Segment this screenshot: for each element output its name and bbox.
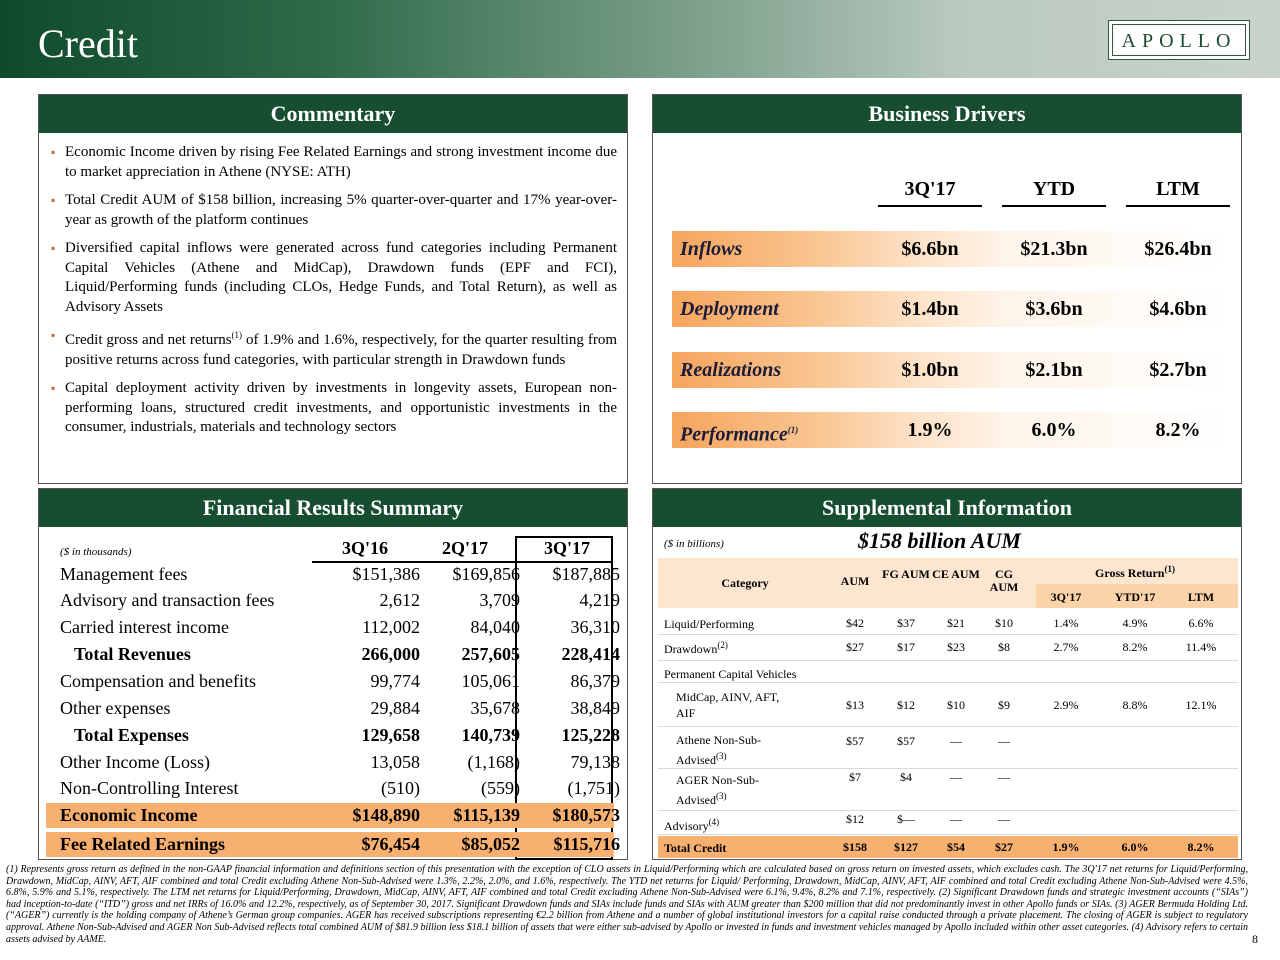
footnote: (1) Represents gross return as defined in the non-GAAP financial information and definitions section of this presentation with the exception of CLO assets in Liquid/Performing which are calculated based on gross return on invested assets, which excludes cash. The 3Q'17 net returns for Liquid/Performing, Drawdown, MidCap, AINV, AFT, AIF combined and total Credit excluding Athene Non-Sub-Advised were 1.3%, 2.2%, 2.0%, and 1.6%, respectively. The YTD net returns for Liquid/ Performing, Drawdown, MidCap, AINV, AFT, AIF combined and total Credit excluding Athene Non-Sub-Advised were 4.5%, 6.8%, 5.9% and 5.1%, respectively. The LTM net returns for Liquid/Performing, Drawdown, MidCap, AINV, AFT, AIF combined and total Credit excluding Athene Non-Sub-Advised were 6.1%, 9.4%, 8.2% and 7.1%, respectively. (2) Significant Drawdown funds and strategic investment accounts (“SIAs”) had inception-to-date (“ITD”) gross and net IRRs of 16.0% and 12.2%, respectively, as of September 30, 2017. Significant Drawdown funds and SIAs include funds and SIAs with AUM greater than $200 million that did not predominantly invest in other Apollo funds or SIAs. (3) AGER Bermuda Holding Ltd. (“AGER”) currently is the holding company of Athene’s German group companies. AGER has received subscriptions representing €2.2 billion from Athene and a number of global institutional investors for a capital raise conducted through a private placement. The closing of AGER is subject to regulatory approval. Athene Non-Sub-Advised and AGER Non Sub-Advised reflects total combined AUM of $81.9 billion less $18.1 billion of assets that were either sub-advised by Apollo or invested in funds and investment vehicles managed by Apollo included within other asset categories. (4) Advisory refers to certain assets advised by AAME. (6, 864, 1248, 945)
bullet-icon: ▪ (51, 381, 56, 395)
fin-row (60, 722, 620, 749)
fin-row-value: 35,678 (470, 698, 520, 718)
commentary-bullet: ▪ Economic Income driven by rising Fee Related Earnings and strong investment income due to market appreciation in Athene (NYSE: ATH) (51, 144, 617, 180)
fin-row-label: Non-Controlling Interest (60, 778, 239, 798)
sup-row-value: $158 (843, 840, 867, 854)
commentary-title: Commentary (39, 95, 627, 133)
sup-row-value: $4 (900, 770, 912, 784)
fin-row (60, 641, 620, 668)
sup-row-value: $8 (998, 640, 1010, 654)
fin-row-value: 38,849 (570, 698, 620, 718)
fin-row-label: Carried interest income (60, 617, 229, 637)
sup-row-value: $7 (849, 770, 861, 784)
fin-row-value: 266,000 (361, 644, 420, 664)
fin-row-value: 86,379 (570, 671, 620, 691)
bd-row-performance: Performance$^{(1)}$ 1.9% 6.0% 8.2% (672, 412, 1228, 448)
bullet-icon: ▪ (51, 241, 56, 255)
fin-row-label: Total Revenues (74, 644, 191, 664)
fin-col-header: 3Q'16 (341, 538, 388, 558)
fin-row-value: (559) (481, 778, 520, 798)
fin-row-value: $115,139 (453, 805, 520, 825)
sup-row-value: 1.4% (1053, 616, 1079, 630)
bd-row-deployment: Deployment $1.4bn $3.6bn $4.6bn (672, 291, 1228, 327)
fin-row-value: $151,386 (352, 564, 420, 584)
sup-hdr-ltm: LTM (1187, 590, 1215, 604)
fin-row (60, 561, 620, 588)
fin-row-value: 125,228 (561, 725, 620, 745)
fin-row-value: 112,002 (362, 617, 420, 637)
sup-row-divider (658, 810, 1238, 811)
sup-row-value: 4.9% (1122, 616, 1148, 630)
sup-row-value: 12.1% (1185, 698, 1217, 712)
commentary-bullet: ▪ Capital deployment activity driven by investments in longevity assets, European non-performing loans, structured credit investments, and opportunistic investments in the consumer, industrials, materials and technology sectors (51, 380, 617, 435)
fin-row-value: $180,573 (552, 805, 620, 825)
sup-row-divider (658, 634, 1238, 635)
sup-row-divider (658, 726, 1238, 727)
bd-col-header: YTD (1032, 178, 1076, 200)
sup-row-value: $12 (846, 812, 864, 826)
fin-row-label: Fee Related Earnings (60, 834, 225, 854)
bd-header-rule (1002, 205, 1106, 207)
bd-col-header: LTM (1156, 178, 1200, 200)
sup-row-value: 2.9% (1053, 698, 1079, 712)
bd-col-header: 3Q'17 (904, 178, 956, 200)
fin-row-value: $148,890 (352, 805, 420, 825)
bd-row-inflows: Inflows $6.6bn $21.3bn $26.4bn (672, 231, 1228, 267)
business-drivers-title: Business Drivers (653, 95, 1241, 133)
sup-row-value: 2.7% (1053, 640, 1079, 654)
bullet-icon: ▪ (51, 145, 56, 159)
fin-row-value: $85,052 (461, 834, 520, 854)
bd-header-rule (1126, 205, 1230, 207)
sup-row-value: $27 (995, 840, 1013, 854)
fin-row-value: 4,219 (579, 590, 620, 610)
sup-row-value: 8.2% (1122, 640, 1148, 654)
financial-results-title: Financial Results Summary (39, 489, 627, 527)
fin-row-value: 29,884 (370, 698, 420, 718)
fin-row-label: Advisory and transaction fees (60, 590, 275, 610)
financial-units-note: ($ in thousands) (60, 546, 132, 558)
fin-row (60, 614, 620, 641)
supplemental-aum-title: $158 billion AUM (858, 528, 1021, 553)
sup-row-value: — (950, 734, 962, 748)
sup-row-value: $37 (897, 616, 915, 630)
sup-row-divider (658, 682, 1238, 683)
sup-row-value: — (950, 770, 962, 784)
commentary-list (51, 143, 617, 447)
sup-row-value: 11.4% (1185, 640, 1217, 654)
sup-row-value: $10 (995, 616, 1013, 630)
fin-row (60, 695, 620, 722)
sup-row-value: $21 (947, 616, 965, 630)
fin-row-value: $169,856 (452, 564, 520, 584)
sup-row-label: AGER Non-Sub-Advised$^{(3)}$ (676, 773, 759, 807)
fin-row (60, 668, 620, 695)
fin-row-value: $115,716 (553, 834, 620, 854)
sup-row-label: Permanent Capital Vehicles (664, 667, 797, 681)
page-title: Credit (38, 21, 138, 66)
sup-row-value: $57 (897, 734, 915, 748)
fin-col-header: 3Q'17 (543, 538, 590, 558)
sup-row-divider (658, 834, 1238, 835)
sup-row-value: $17 (897, 640, 915, 654)
fin-row-value: 79,138 (570, 752, 620, 772)
fin-row-value: 36,310 (570, 617, 620, 637)
fin-row-label: Compensation and benefits (60, 671, 256, 691)
fin-row-value: 3,709 (479, 590, 520, 610)
sup-row-label: Liquid/Performing (664, 617, 754, 631)
sup-hdr-ytd: YTD'17 (1114, 590, 1156, 604)
sup-row-value: — (998, 770, 1010, 784)
fin-row-value: 2,612 (379, 590, 420, 610)
sup-hdr-fg: FG AUM (882, 567, 930, 581)
sup-row-value: 6.6% (1188, 616, 1214, 630)
fin-row (60, 775, 620, 802)
sup-hdr-cg: CG AUM (989, 567, 1019, 594)
sup-row-value: — (950, 812, 962, 826)
supplemental-title: Supplemental Information (653, 489, 1241, 527)
sup-row-value: 1.9% (1052, 840, 1080, 854)
commentary-panel (38, 94, 628, 484)
page-header (0, 0, 1280, 78)
sup-row-divider (658, 768, 1238, 769)
sup-row-label: Drawdown$^{(2)}$ (664, 640, 728, 656)
sup-row-label: Total Credit (664, 841, 727, 855)
fin-row-label: Other expenses (60, 698, 171, 718)
sup-row-label: MidCap, AINV, AFT, AIF (676, 690, 780, 720)
fin-row-value: $76,454 (361, 834, 420, 854)
fin-row (60, 749, 620, 776)
supplemental-units-note: ($ in billions) (664, 538, 724, 550)
fin-row-value: $187,885 (552, 564, 620, 584)
sup-row-value: $23 (947, 640, 965, 654)
fin-row-value: (1,168) (467, 752, 520, 772)
sup-row-divider (658, 660, 1238, 661)
commentary-bullet: ▪ Diversified capital inflows were generated across fund categories including Permanent Capital Vehicles (Athene and MidCap), Drawdown funds (EPF and FCI), Liquid/Performing funds (including CLOs, Hedge Funds, and Total Return), as well as Advisory Assets (51, 240, 617, 315)
sup-hdr-category: Category (721, 576, 769, 590)
sup-row-value: $127 (894, 840, 918, 854)
fin-row-label: Economic Income (60, 805, 198, 825)
sup-hdr-ce: CE AUM (932, 567, 980, 581)
fin-row-value: (1,751) (567, 778, 620, 798)
fin-row-value: (510) (381, 778, 420, 798)
fin-row-value: 99,774 (370, 671, 420, 691)
fin-row-value: 140,739 (461, 725, 520, 745)
sup-row-value: $57 (846, 734, 864, 748)
sup-row-label: Athene Non-Sub-Advised$^{(3)}$ (676, 733, 761, 767)
sup-row-value: $54 (947, 840, 965, 854)
commentary-bullet: ▪ Total Credit AUM of $158 billion, increasing 5% quarter-over-quarter and 17% year-over-year as growth of the platform continues (51, 192, 617, 228)
apollo-logo (1108, 20, 1250, 60)
fin-row-value: 129,658 (361, 725, 420, 745)
fin-row-value: 105,061 (461, 671, 520, 691)
sup-row-label: Advisory$^{(4)}$ (664, 817, 720, 833)
fin-row-label: Total Expenses (74, 725, 189, 745)
bd-header-rule (878, 205, 982, 207)
fin-row (60, 587, 620, 614)
sup-row-value: 8.8% (1122, 698, 1148, 712)
bullet-icon: ▪ (51, 328, 56, 342)
sup-hdr-gross-return: Gross Return$^{(1)}$ (1095, 564, 1175, 580)
fin-row-label: Other Income (Loss) (60, 752, 210, 772)
sup-row-value: $9 (998, 698, 1010, 712)
sup-row-value: 8.2% (1187, 840, 1215, 854)
fin-row-value: 13,058 (370, 752, 420, 772)
fin-col-header: 2Q'17 (441, 538, 488, 558)
sup-row-value: $27 (846, 640, 864, 654)
fin-row-label: Management fees (60, 564, 188, 584)
sup-row-value: $13 (846, 698, 864, 712)
sup-row-value: — (998, 734, 1010, 748)
bd-row-realizations: Realizations $1.0bn $2.1bn $2.7bn (672, 352, 1228, 388)
fin-row (60, 802, 620, 829)
commentary-bullet: ▪ Credit gross and net returns$^{(1)}$ of 1.9% and 1.6%, respectively, for the quarter resulting from positive returns across fund categories, with particular strength in Drawdown funds (51, 328, 617, 368)
logo-text: APOLLO (1112, 24, 1246, 56)
sup-row-value: 6.0% (1121, 840, 1149, 854)
sup-hdr-aum: AUM (840, 574, 870, 588)
sup-row-value: $— (897, 812, 915, 826)
fin-row-value: 257,605 (461, 644, 520, 664)
sup-row-value: — (998, 812, 1010, 826)
page-number: 8 (1252, 932, 1258, 946)
fin-row-value: 228,414 (561, 644, 620, 664)
bullet-icon: ▪ (51, 193, 56, 207)
sup-row-value: $42 (846, 616, 864, 630)
fin-row-value: 84,040 (470, 617, 520, 637)
sup-row-value: $12 (897, 698, 915, 712)
sup-hdr-3q17: 3Q'17 (1050, 590, 1082, 604)
sup-row-value: $10 (947, 698, 965, 712)
fin-row (60, 831, 620, 858)
